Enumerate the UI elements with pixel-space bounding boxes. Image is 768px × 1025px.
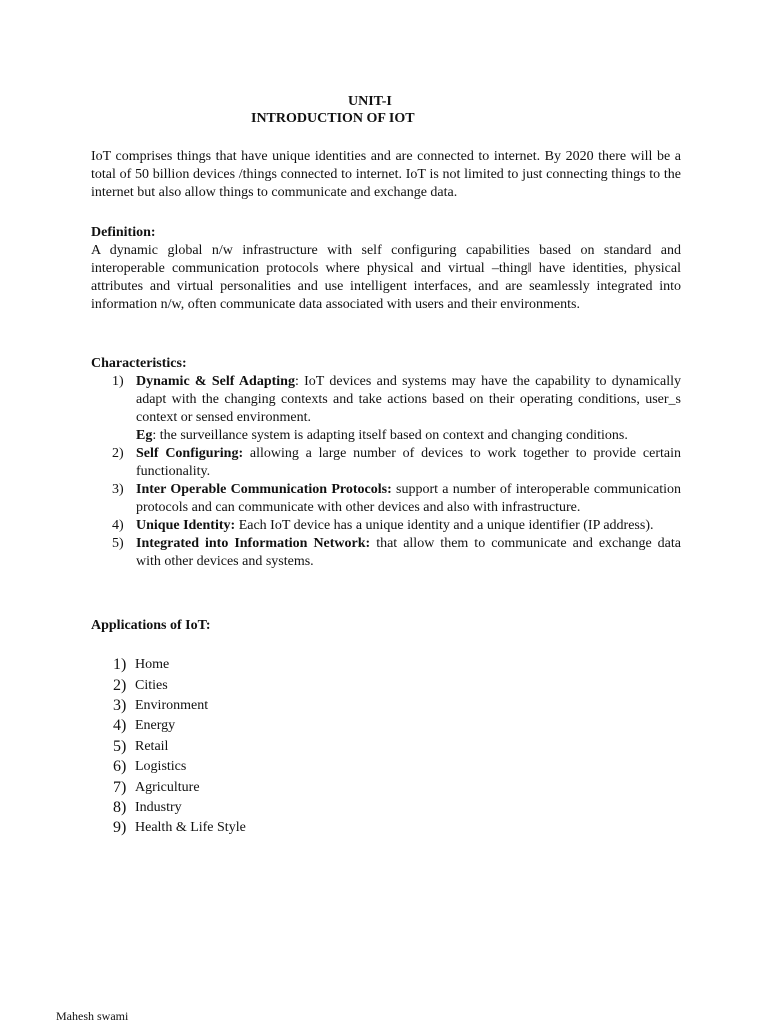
list-number: 3) <box>112 482 124 497</box>
list-item-label: Environment <box>135 697 209 713</box>
list-number: 2) <box>112 446 124 461</box>
list-item <box>113 777 246 797</box>
list-number: 5) <box>112 536 124 551</box>
list-number: 8) <box>113 798 127 816</box>
description: allowing a large number of devices to work together to provide certain functionality. <box>136 446 681 479</box>
list-number: 1) <box>112 374 124 389</box>
term: Integrated into Information Network: <box>136 536 371 551</box>
list-item-label: Logistics <box>135 759 187 775</box>
term: Unique Identity: <box>136 518 236 533</box>
footer-author: Mahesh swami <box>56 1009 129 1023</box>
applications-heading: Applications of IoT: <box>91 618 211 633</box>
list-item <box>113 798 246 818</box>
example-term: Eg <box>136 428 153 443</box>
list-number: 7) <box>113 778 127 796</box>
list-item-label: Home <box>135 657 170 673</box>
list-number: 6) <box>113 758 127 776</box>
list-number: 1) <box>113 656 127 674</box>
list-item-label: Energy <box>135 718 176 734</box>
list-number: 4) <box>112 518 124 533</box>
list-item <box>113 696 246 716</box>
unit-heading: UNIT-I <box>348 94 392 109</box>
list-item <box>112 481 681 517</box>
applications-list <box>113 655 246 839</box>
list-item <box>112 535 681 571</box>
description: support a number of interoperable communication protocols and can communicate with other devices and also with infrastructure. <box>136 482 681 515</box>
list-item-text <box>136 373 681 427</box>
characteristics-heading: Characteristics: <box>91 356 187 371</box>
list-item-label: Industry <box>135 799 182 815</box>
example-text: : the surveillance system is adapting itself based on context and changing conditions. <box>152 428 628 443</box>
list-number: 3) <box>113 696 127 714</box>
list-number: 4) <box>113 717 127 735</box>
term: Dynamic & Self Adapting <box>136 374 295 389</box>
list-item-label: Agriculture <box>135 779 200 795</box>
list-item <box>112 445 681 481</box>
characteristics-list <box>112 373 681 571</box>
list-item-label: Cities <box>135 677 168 693</box>
description: Each IoT device has a unique identity and a unique identifier (IP address). <box>235 518 654 533</box>
intro-paragraph: IoT comprises things that have unique identities and are connected to internet. By 2020 there will be a total of 50 billion devices /things connected to internet. IoT is not limited to just connecting things to the internet but also allow things to communicate and exchange data. <box>91 149 681 200</box>
list-item <box>113 818 246 838</box>
term: Self Configuring: <box>136 446 244 461</box>
list-item-text <box>136 517 681 535</box>
list-item <box>113 655 246 675</box>
list-item-text <box>136 535 681 571</box>
list-item <box>113 737 246 757</box>
list-item <box>113 675 246 695</box>
list-number: 9) <box>113 819 127 837</box>
definition-paragraph: A dynamic global n/w infrastructure with self configuring capabilities based on standard and interoperable communication protocols where physical and virtual –thing‖ have identities, physical attributes and virtual personalities and use intelligent interfaces, and are seamlessly integrated into information n/w, often communicate data associated with users and their environments. <box>91 243 681 312</box>
list-number: 5) <box>113 737 127 755</box>
list-item <box>113 757 246 777</box>
example-line <box>136 427 681 445</box>
term: Inter Operable Communication Protocols: <box>136 482 392 497</box>
description: : IoT devices and systems may have the capability to dynamically adapt with the changing contexts and take actions based on their operating conditions, user_s context or sensed environment. <box>136 374 682 425</box>
list-item <box>112 517 681 535</box>
list-item-label: Retail <box>135 738 169 754</box>
document-title: INTRODUCTION OF IOT <box>251 111 415 126</box>
description: that allow them to communicate and exchange data with other devices and systems. <box>136 536 681 569</box>
list-item-text <box>136 445 681 481</box>
list-item <box>112 373 681 427</box>
definition-heading: Definition: <box>91 225 156 240</box>
list-item-text <box>136 481 681 517</box>
list-number: 2) <box>113 676 127 694</box>
list-item <box>113 716 246 736</box>
list-item-label: Health & Life Style <box>135 820 246 836</box>
